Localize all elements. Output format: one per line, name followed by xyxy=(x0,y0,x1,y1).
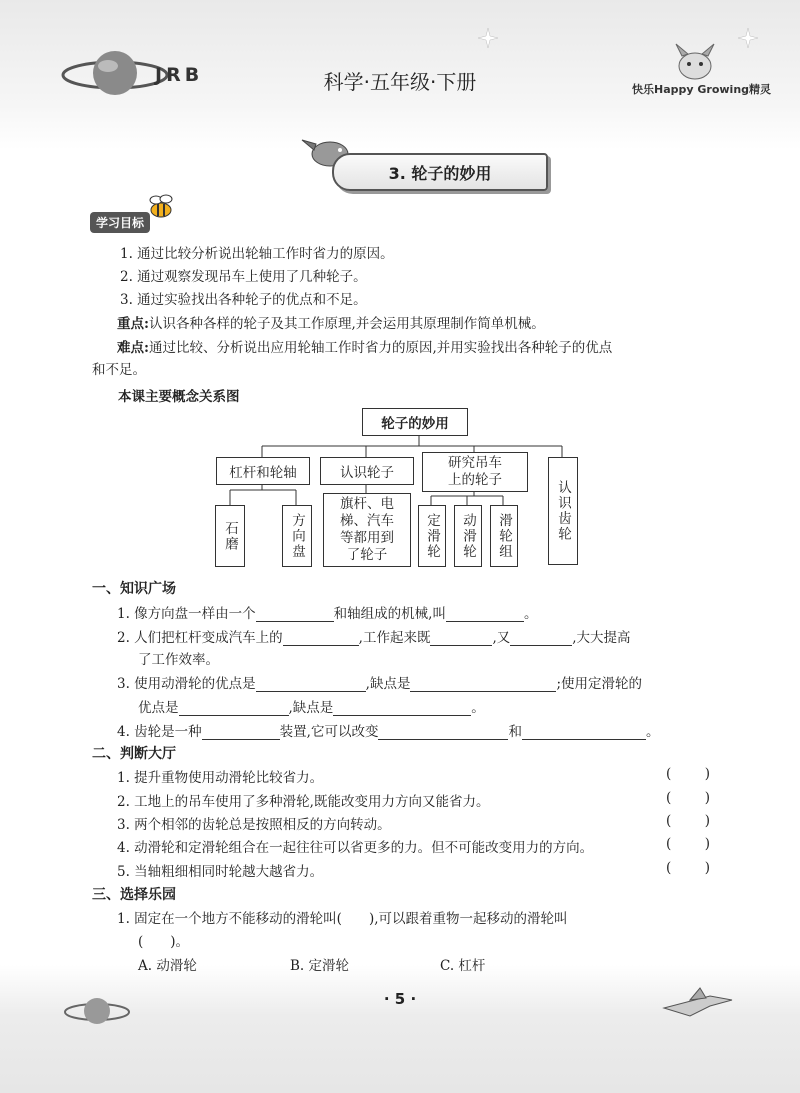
objective-item: 1. 通过比较分析说出轮轴工作时省力的原因。 xyxy=(120,246,394,262)
judgment-item: 3. 两个相邻的齿轮总是按照相反的方向转动。 xyxy=(117,817,391,833)
concept-leaf-fixed-pulley: 定滑轮 xyxy=(418,505,446,567)
section-choice-title: 三、选择乐园 xyxy=(92,887,176,903)
choice-option-b[interactable]: B. 定滑轮 xyxy=(290,958,350,974)
answer-parens[interactable]: ( ) xyxy=(666,813,710,829)
fill-question-2: 2. 人们把杠杆变成汽车上的 ,工作起来既 ,又 ,大大提高 xyxy=(117,630,631,646)
answer-blank[interactable] xyxy=(283,631,359,646)
planet-icon xyxy=(62,992,132,1032)
book-title: 科学·五年级·下册 xyxy=(323,70,477,94)
fill-question-4: 4. 齿轮是一种 装置,它可以改变 和 。 xyxy=(117,724,660,740)
section-judgment-title: 二、判断大厅 xyxy=(92,746,176,762)
judgment-item: 2. 工地上的吊车使用了多种滑轮,既能改变用力方向又能省力。 xyxy=(117,794,490,810)
concept-leaf-steering-wheel: 方向盘 xyxy=(282,505,312,567)
concept-leaf-stone-mill: 石磨 xyxy=(215,505,245,567)
answer-blank[interactable] xyxy=(522,725,646,740)
judgment-item: 5. 当轴粗细相同时轮越大越省力。 xyxy=(117,864,324,880)
concept-branch-wheels: 认识轮子 xyxy=(320,457,414,485)
answer-blank[interactable] xyxy=(179,701,289,716)
series-logo: JRB xyxy=(155,64,204,86)
fill-question-3: 3. 使用动滑轮的优点是 ,缺点是 ;使用定滑轮的 xyxy=(117,676,643,692)
answer-blank[interactable] xyxy=(446,607,524,622)
concept-leaf-pulley-block: 滑轮组 xyxy=(490,505,518,567)
concept-leaf-movable-pulley: 动滑轮 xyxy=(454,505,482,567)
answer-parens[interactable]: ( ) xyxy=(666,766,710,782)
section-knowledge-title: 一、知识广场 xyxy=(92,581,176,597)
difficulty-continued: 和不足。 xyxy=(92,362,146,378)
answer-blank[interactable] xyxy=(510,631,572,646)
fill-question-3-cont: 优点是 ,缺点是 。 xyxy=(138,700,485,716)
objective-item: 3. 通过实验找出各种轮子的优点和不足。 xyxy=(120,292,367,308)
fill-question-1: 1. 像方向盘一样由一个 和轴组成的机械,叫 。 xyxy=(117,606,538,622)
objectives-tag: 学习目标 xyxy=(90,212,150,233)
judgment-item: 4. 动滑轮和定滑轮组合在一起往往可以省更多的力。但不可能改变用力的方向。 xyxy=(117,840,594,856)
answer-parens[interactable]: ( ) xyxy=(666,860,710,876)
concept-branch-lever: 杠杆和轮轴 xyxy=(216,457,310,485)
answer-parens[interactable]: ( ) xyxy=(666,836,710,852)
crane-line-2: 上的轮子 xyxy=(448,472,502,488)
answer-blank[interactable] xyxy=(333,701,471,716)
lesson-title: 3. 轮子的妙用 xyxy=(332,153,548,191)
objective-item: 2. 通过观察发现吊车上使用了几种轮子。 xyxy=(120,269,367,285)
wheel-example-line: 梯、汽车 xyxy=(340,513,394,529)
answer-blank[interactable] xyxy=(256,677,366,692)
brand-logo: 快乐Happy Growing精灵 xyxy=(632,83,772,96)
concept-map-caption: 本课主要概念关系图 xyxy=(118,389,240,405)
wheel-example-line: 了轮子 xyxy=(346,547,388,563)
choice-question-1-cont: ( )。 xyxy=(138,934,190,950)
answer-blank[interactable] xyxy=(378,725,508,740)
fill-question-2-cont: 了工作效率。 xyxy=(138,652,219,668)
wheel-example-line: 旗杆、电 xyxy=(340,496,394,512)
choice-question-1: 1. 固定在一个地方不能移动的滑轮叫( ),可以跟着重物一起移动的滑轮叫 xyxy=(117,911,568,927)
judgment-item: 1. 提升重物使用动滑轮比较省力。 xyxy=(117,770,324,786)
choice-option-c[interactable]: C. 杠杆 xyxy=(440,958,486,974)
key-point: 重点:认识各种各样的轮子及其工作原理,并会运用其原理制作简单机械。 xyxy=(117,316,545,332)
crane-line-1: 研究吊车 xyxy=(448,455,502,471)
answer-blank[interactable] xyxy=(202,725,280,740)
space-shuttle-icon xyxy=(660,982,740,1022)
wheel-example-line: 等都用到 xyxy=(340,530,394,546)
concept-root: 轮子的妙用 xyxy=(362,408,468,436)
concept-branch-crane xyxy=(422,452,528,492)
concept-branch-gears: 认识齿轮 xyxy=(548,457,578,565)
page-number: · 5 · xyxy=(383,990,417,1008)
concept-leaf-wheel-examples xyxy=(323,493,411,567)
difficulty-point: 难点:通过比较、分析说出应用轮轴工作时省力的原因,并用实验找出各种轮子的优点 xyxy=(117,340,613,356)
answer-blank[interactable] xyxy=(430,631,492,646)
choice-option-a[interactable]: A. 动滑轮 xyxy=(138,958,197,974)
answer-parens[interactable]: ( ) xyxy=(666,790,710,806)
answer-blank[interactable] xyxy=(410,677,556,692)
answer-blank[interactable] xyxy=(256,607,334,622)
